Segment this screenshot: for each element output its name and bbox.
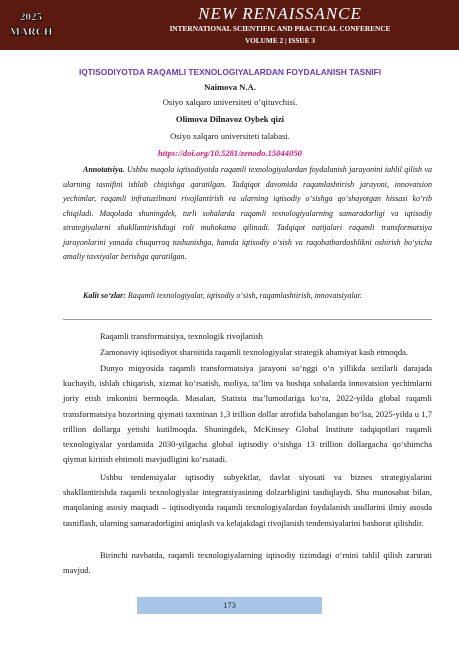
issue-month: MARCH	[9, 26, 53, 38]
issue-date	[0, 10, 62, 40]
conference-subtitle: INTERNATIONAL SCIENTIFIC AND PRACTICAL CONFERENCE	[169, 24, 391, 33]
keywords-text: Raqamli texnologiyalar, iqtisodiy o‘sish, raqamlashtirish, innovatsiyalar.	[125, 291, 362, 300]
issue-year: 2025	[20, 11, 42, 23]
paragraph-4: Birinchi navbatda, raqamli texnologiyalarning iqtisodiy tizimdagi o‘rnini tahlil qilish zarurati mavjud.	[63, 550, 432, 576]
paragraph-2: Dunyo miqyosida raqamli transformatsiya jarayoni so‘nggi o‘n yillikda sezilarli darajada kuchayib, ishlab chiqarish, xizmat ko‘rsatish, moliya, ta’lim va boshqa sohalarda innovatsion yechimlarni joriy etish imkonini bermoqda. Masalan, Statista ma’lumotlariga ko‘ra, 2022-yilda global raqamli transformatsiya bozorining qiymati taxminan 1,3 trillion dollar atrofida baholangan bo‘lsa, 2025-yilda u 1,7 trillion dollarga yetishi kutilmoqda. Shuningdek, McKinsey Global Institute tadqiqotlari raqamli texnologiyalar yordamida 2030-yilgacha global iqtisodiy o‘sishga 13 trillion dollargacha qo‘shimcha qiymat kiritish ehtimoli mavjudligini ko‘rsatadi.	[63, 363, 432, 465]
abstract-label: Annotatsiya.	[83, 165, 125, 174]
abstract-text: Ushbu maqola iqtisodiyotda raqamli texnologiyalardan foydalanish jarayonini tahlil qilish va ularning tasnifini ishlab chiqishga qaratilgan. Tadqiqot davomida raqamlashtirish jarayoni, innovatsion yechimlar, raqamli infratuzilmani rivojlantirish va ularning iqtisodiy o‘sishga qo‘shayotgan hissasi ko‘rib chiqiladi. Maqolada shuningdek, turli sohalarda raqamli texnologiyalarning samaradorligi va iqtisodiy strategiyalarni shakllantirishdagi roli muhokama qilinadi. Tadqiqot natijalari raqamli transformatsiya jarayonlarini yanada chuqurroq tushunishga, hamda iqtisodiy o‘sish va raqobatbardoshlikni oshirish bo‘yicha amaliy tavsiyalar berishga qaratilgan.	[63, 165, 432, 261]
keywords	[63, 289, 432, 304]
author-2: Olimova Dilnavoz Oybek qizi	[175, 114, 285, 124]
author-1: Naimova N.A.	[204, 82, 256, 92]
affiliation-2: Osiyo xalqaro universiteti talabasi.	[170, 131, 290, 141]
page-number: 173	[223, 600, 236, 610]
keywords-label: Kalit so‘zlar:	[83, 291, 126, 300]
divider	[63, 319, 432, 320]
paragraph-3: Ushbu tendensiyalar iqtisodiy subyektlar, davlat siyosati va biznes strategiyalarini shakllantirishda raqamli texnologiyalar integratsiyasining dolzarbligini tasdiqlaydi. Shu munosabat bilan, maqolaning asosiy maqsadi – iqtisodiyotda raqamli texnologiyalardan foydalanish usullarini ilmiy asosda tasniflash, ularning samaradorligini aniqlash va kelajakdagi rivojlanish tendensiyalarini bashorat qilishdir.	[63, 472, 432, 528]
paragraph-1: Zamonaviy iqtisodiyot sharoitida raqamli texnologiyalar strategik ahamiyat kasb etmoqda.	[100, 347, 409, 357]
conference-header	[0, 0, 459, 50]
doi-link[interactable]: https://doi.org/10.5281/zenodo.15044050	[158, 148, 302, 158]
conference-title: NEW RENAISSANCE	[198, 4, 362, 23]
abstract	[63, 163, 432, 265]
affiliation-1: Osiyo xalqaro universiteti o’qituvchisi.	[162, 97, 298, 107]
page-number-box	[137, 597, 322, 614]
volume-issue: VOLUME 2 | ISSUE 3	[245, 36, 315, 45]
section-heading: Raqamli transformatsiya, texnologik rivojlanish	[100, 331, 263, 341]
article-title: IQTISODIYOTDA RAQAMLI TEXNOLOGIYALARDAN FOYDALANISH TASNIFI	[78, 67, 382, 77]
